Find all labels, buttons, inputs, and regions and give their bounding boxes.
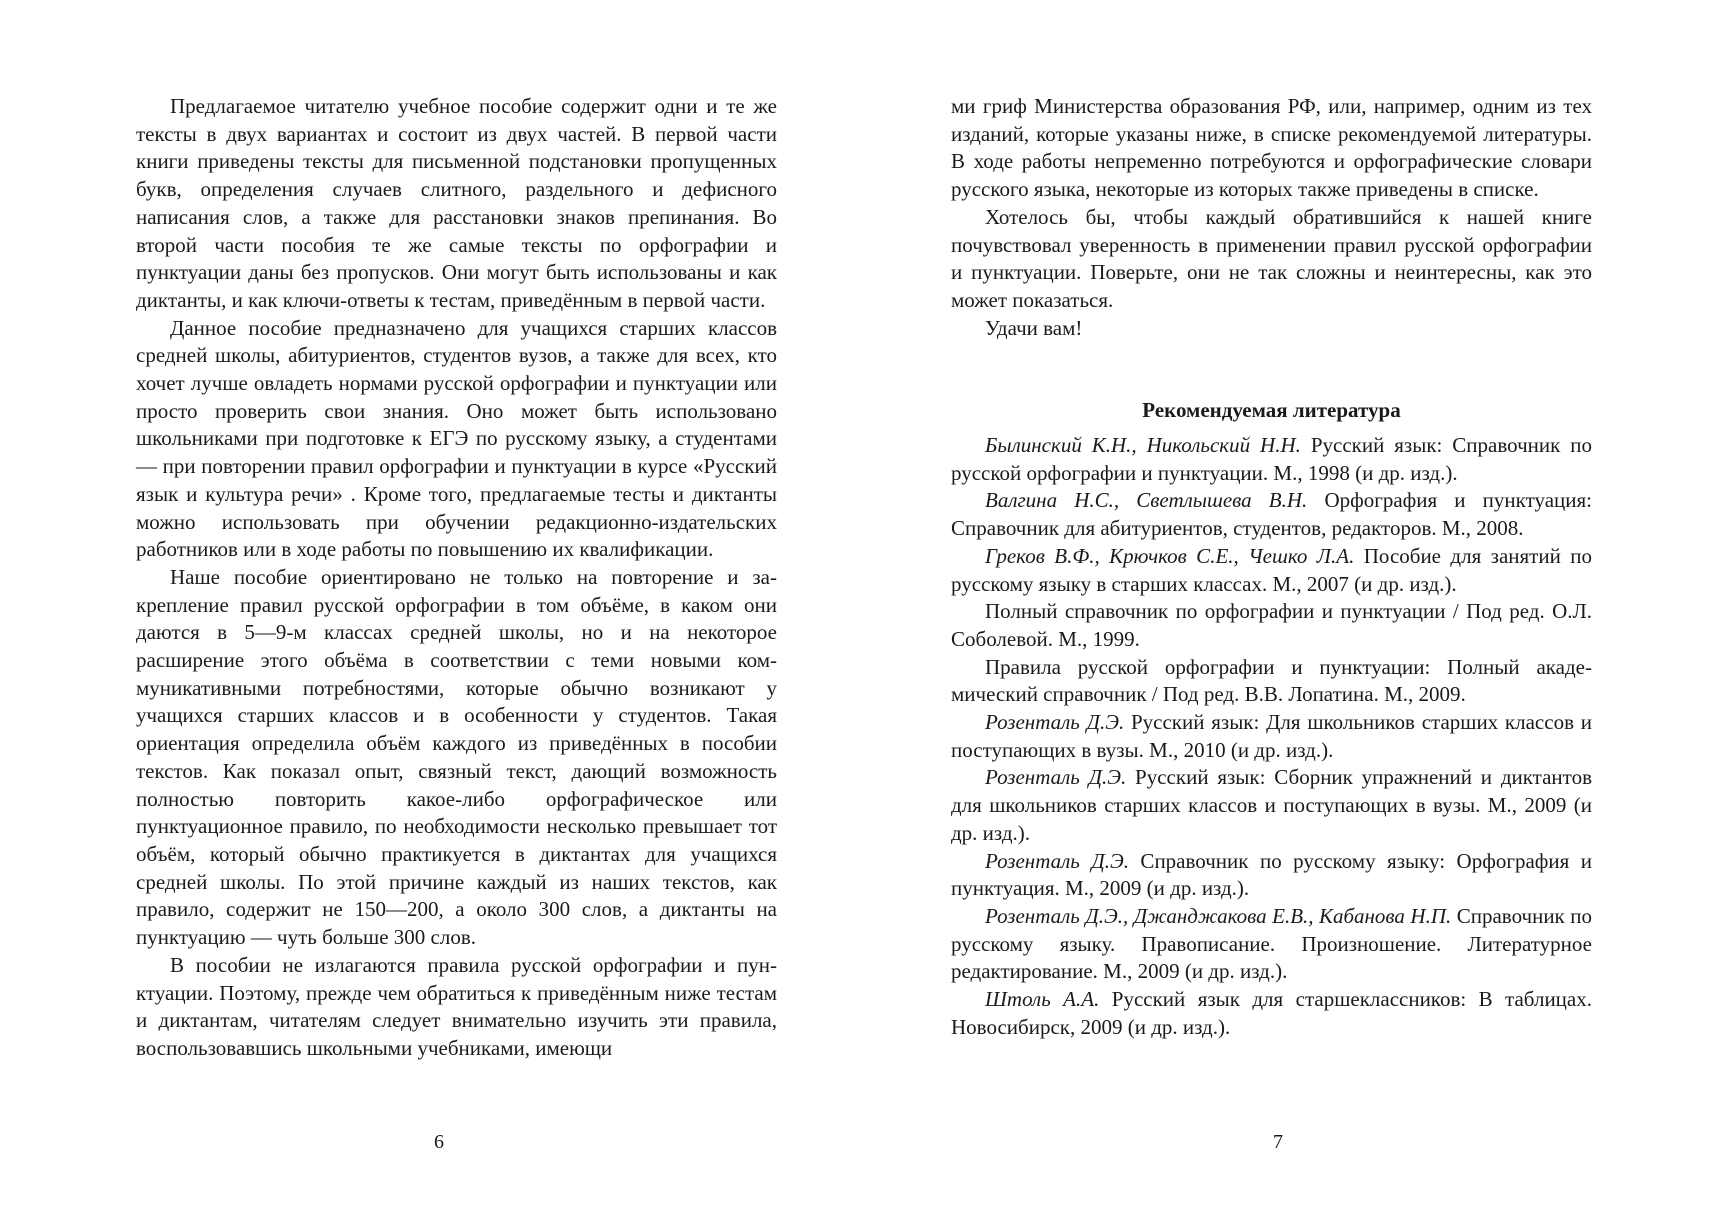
references-title: Рекомендуемая литература	[1142, 398, 1401, 423]
references-list	[951, 432, 1592, 1041]
reference-text: Правила русской орфографии и пунктуации: Полный академический справочник / Под ред. В.В. Лопатина. М., 2009.	[951, 654, 1592, 707]
paragraph: Предлагаемое читателю учебное пособие содержит одни и те же тексты в двух вариантах и состоит из двух частей. В первой части книги приведены тексты для письменной подстановки пропущенных букв, определения случаев слитного, раздельного и дефисного написания слов, а также для расстановки знаков препинания. Во второй части пособия те же самые тексты по орфографии и пунктуации даны без пропусков. Они могут быть использованы и как диктанты, и как ключи-ответы к тестам, приведённым в первой части.	[136, 94, 777, 312]
reference-item	[951, 986, 1592, 1041]
reference-text: Справочник по русскому языку: Орфография и пунктуация. М., 2009 (и др. изд.).	[951, 848, 1592, 901]
reference-author: Штоль А.А.	[985, 987, 1100, 1012]
reference-author: Розенталь Д.Э.	[985, 765, 1127, 790]
reference-text: Русский язык: Сборник упражнений и диктантов для школьников старших классов и поступающих в вузы. М., 2009 (и др. изд.).	[951, 765, 1592, 845]
reference-text: Орфография и пунктуация: Справочник для абитуриентов, студентов, редакторов. М., 2008.	[951, 488, 1592, 541]
reference-author: Былинский К.Н., Никольский Н.Н.	[985, 433, 1301, 458]
reference-item	[951, 543, 1592, 598]
reference-author: Розенталь Д.Э.	[985, 710, 1125, 735]
reference-text: Русский язык: Справочник по русской орфографии и пунктуации. М., 1998 (и др. изд.).	[951, 433, 1593, 485]
paragraph: Данное пособие предназначено для учащихся старших классов средней школы, абитуриентов, студентов вузов, а также для всех, кто хочет лучше овладеть нормами русской орфографии и пунктуации или просто проверить свои знания. Оно может быть использовано школьниками при подготовке к ЕГЭ по русскому языку, а студентами — при повторении правил орфографии и пунктуации в курсе «Русский язык и культура речи» . Кроме того, предлагаемые тесты и диктанты можно использовать при обучении редакционно-издательских работников или в ходе работы по повышению их квалификации.	[136, 315, 777, 562]
reference-item	[951, 487, 1592, 542]
spacer	[951, 342, 1592, 397]
paragraph: Хотелось бы, чтобы каждый обратившийся к нашей книге почувствовал уверенность в применении правил русской орфографии и пунктуации. Поверьте, они не так сложны и неинтересны, как это может показаться.	[951, 204, 1592, 312]
reference-item	[951, 654, 1592, 709]
spacer	[951, 425, 1592, 432]
reference-text: Пособие для занятий по русскому языку в старших классах. М., 2007 (и др. изд.).	[951, 543, 1592, 596]
reference-author: Розенталь Д.Э., Джанджакова Е.В., Кабанова Н.П.	[985, 903, 1452, 928]
reference-item	[951, 848, 1592, 903]
reference-item	[951, 764, 1592, 847]
reference-item	[951, 709, 1592, 764]
page-number-right: 7	[1273, 1131, 1283, 1153]
reference-item	[951, 903, 1592, 986]
page-number-left: 6	[434, 1131, 444, 1153]
reference-text: Справочник по русскому языку. Правописание. Произношение. Литературное редактирование. М., 2009 (и др. изд.).	[951, 903, 1592, 984]
left-page	[136, 93, 777, 1063]
reference-author: Розенталь Д.Э.	[985, 848, 1129, 873]
reference-text: Русский язык: Для школьников старших классов и поступающих в вузы. М., 2010 (и др. изд.).	[951, 710, 1592, 762]
paragraph: Удачи вам!	[985, 315, 1083, 340]
reference-item	[951, 598, 1592, 653]
paragraph: Наше пособие ориентировано не только на повторение и закрепление правил русской орфографии в том объёме, в каком они даются в 5—9-м классах средней школы, но и на некоторое расширение этого объёма в соответствии с теми новыми коммуникативными потребностями, которые обычно возникают у учащихся старших классов и в особенности у студентов. Такая ориентация определила объём каждого из приведённых в пособии текстов. Как показал опыт, связный текст, дающий возможность полностью повторить какое-либо орфографическое или пунктуационное правило, по необходимости несколько превышает тот объём, который обычно практикуется в диктантах для учащихся средней школы. По этой причине каждый из наших текстов, как правило, содержит не 150—200, а около 300 слов, а диктанты на пунктуацию — чуть больше 300 слов.	[136, 564, 777, 950]
reference-text: Полный справочник по орфографии и пунктуации / Под ред. О.Л. Соболевой. М., 1999.	[951, 599, 1592, 651]
reference-text: Русский язык для старшеклассников: В таблицах. Новосибирск, 2009 (и др. изд.).	[951, 987, 1592, 1039]
paragraph: В пособии не излагаются правила русской орфографии и пунктуации. Поэтому, прежде чем обратиться к приведённым ниже тестам и диктантам, читателям следует внимательно изучить эти правила, воспользовавшись школьными учебниками, имеющи	[136, 952, 777, 1060]
paragraph: ми гриф Министерства образования РФ, или, например, одним из тех изданий, которые указаны ниже, в списке рекомендуемой литературы. В ходе работы непременно потребуются и орфографические словари русского языка, некоторые из которых также приведены в списке.	[951, 94, 1592, 202]
right-page	[951, 93, 1592, 1042]
reference-author: Греков В.Ф., Крючков С.Е., Чешко Л.А.	[985, 543, 1355, 568]
reference-item	[951, 432, 1592, 487]
reference-author: Валгина Н.С., Светлышева В.Н.	[985, 488, 1308, 513]
